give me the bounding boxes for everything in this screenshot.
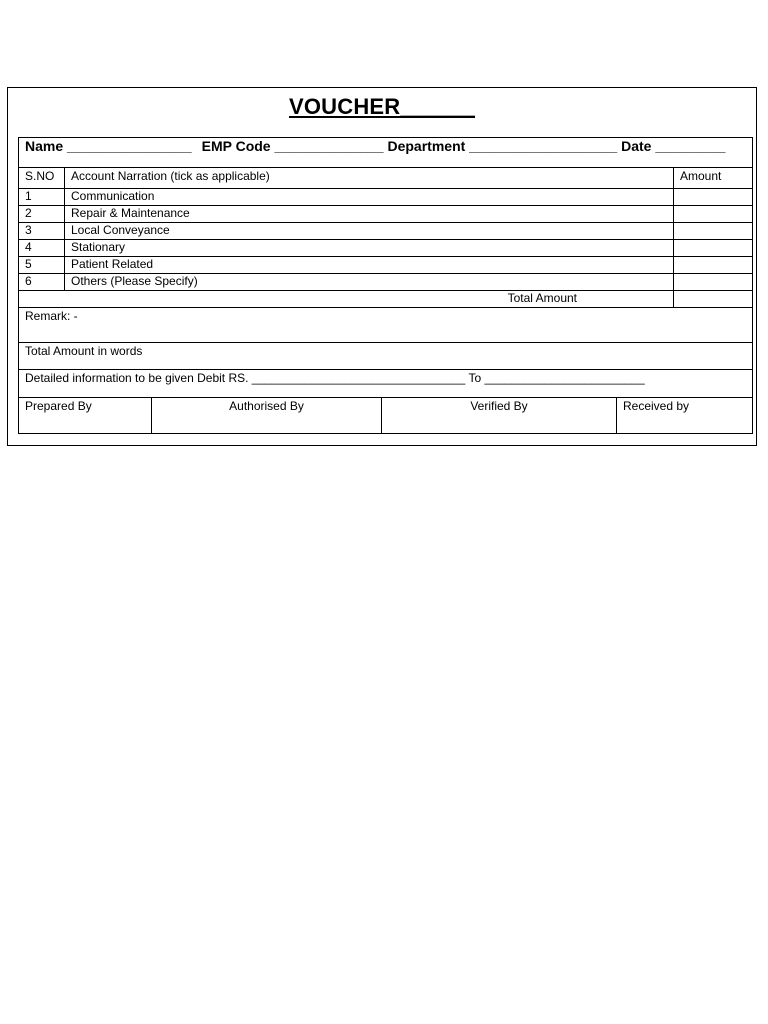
item-label: Patient Related — [65, 257, 674, 274]
item-amount-cell[interactable] — [674, 257, 753, 274]
verified-by-box[interactable]: Verified By — [382, 398, 617, 434]
emp-code-field-label: EMP Code ______________ — [201, 138, 384, 154]
table-row — [19, 240, 753, 257]
item-sno: 4 — [19, 240, 65, 257]
amount-in-words-field[interactable]: Total Amount in words — [19, 343, 753, 370]
voucher-table — [18, 137, 753, 398]
authorised-by-box[interactable]: Authorised By — [152, 398, 382, 434]
item-sno: 2 — [19, 206, 65, 223]
received-by-box[interactable]: Received by — [617, 398, 753, 434]
department-field-label: Department ___________________ — [387, 138, 618, 154]
item-label: Local Conveyance — [65, 223, 674, 240]
item-amount-cell[interactable] — [674, 223, 753, 240]
amount-column-header: Amount — [674, 168, 753, 189]
item-sno: 5 — [19, 257, 65, 274]
prepared-by-box[interactable]: Prepared By — [19, 398, 152, 434]
item-amount-cell[interactable] — [674, 274, 753, 291]
item-sno: 1 — [19, 189, 65, 206]
remark-field[interactable]: Remark: - — [19, 308, 753, 343]
amount-in-words-row — [19, 343, 753, 370]
item-label: Others (Please Specify) — [65, 274, 674, 291]
remark-row — [19, 308, 753, 343]
sno-column-header: S.NO — [19, 168, 65, 189]
debit-detail-row — [19, 370, 753, 398]
table-row — [19, 274, 753, 291]
total-amount-row — [19, 291, 753, 308]
employee-info-row — [19, 138, 753, 168]
item-amount-cell[interactable] — [674, 206, 753, 223]
signature-table — [18, 398, 753, 434]
debit-detail-field[interactable]: Detailed information to be given Debit RS. ________________________________ To ________________________ — [19, 370, 753, 398]
column-header-row — [19, 168, 753, 189]
table-row — [19, 257, 753, 274]
voucher-form — [7, 87, 757, 446]
table-row — [19, 206, 753, 223]
item-sno: 3 — [19, 223, 65, 240]
voucher-title: VOUCHER______ — [288, 94, 476, 119]
table-row — [19, 223, 753, 240]
narration-column-header: Account Narration (tick as applicable) — [65, 168, 674, 189]
item-label: Repair & Maintenance — [65, 206, 674, 223]
date-field-label: Date _________ — [621, 138, 726, 154]
employee-info-cell — [19, 138, 753, 168]
item-sno: 6 — [19, 274, 65, 291]
item-amount-cell[interactable] — [674, 189, 753, 206]
item-label: Communication — [65, 189, 674, 206]
item-label: Stationary — [65, 240, 674, 257]
total-amount-label: Total Amount — [19, 291, 674, 308]
name-field-label: Name ________________ — [25, 138, 192, 154]
item-amount-cell[interactable] — [674, 240, 753, 257]
signature-row — [19, 398, 753, 434]
table-row — [19, 189, 753, 206]
total-amount-value[interactable] — [674, 291, 753, 308]
